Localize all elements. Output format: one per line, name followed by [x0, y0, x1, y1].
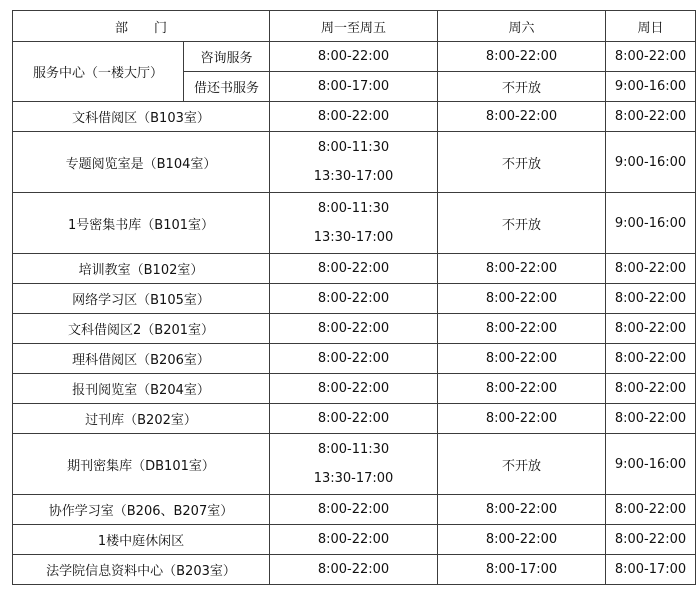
saturday-hours: 8:00-22:00	[438, 42, 606, 72]
table-body	[13, 42, 696, 585]
sunday-hours: 9:00-16:00	[606, 193, 696, 254]
weekday-hours: 8:00-22:00	[270, 314, 438, 344]
sunday-hours: 9:00-16:00	[606, 434, 696, 495]
sunday-hours: 8:00-22:00	[606, 102, 696, 132]
saturday-hours: 8:00-22:00	[438, 254, 606, 284]
table-row	[13, 42, 696, 72]
header-sunday: 周日	[606, 11, 696, 42]
department-name: 1楼中庭休闲区	[13, 525, 270, 555]
saturday-hours: 8:00-22:00	[438, 344, 606, 374]
weekday-hours	[270, 434, 438, 495]
saturday-hours: 8:00-22:00	[438, 404, 606, 434]
weekday-hours: 8:00-22:00	[270, 344, 438, 374]
saturday-hours: 不开放	[438, 193, 606, 254]
sunday-hours: 8:00-22:00	[606, 344, 696, 374]
department-name: 理科借阅区（B206室）	[13, 344, 270, 374]
weekday-hours-session: 8:00-11:30	[317, 442, 390, 457]
service-center-name: 服务中心（一楼大厅）	[13, 42, 184, 102]
table-row	[13, 525, 696, 555]
weekday-hours: 8:00-22:00	[270, 254, 438, 284]
saturday-hours: 8:00-22:00	[438, 314, 606, 344]
header-dept: 部 门	[13, 11, 270, 42]
table-row	[13, 193, 696, 254]
weekday-hours: 8:00-22:00	[270, 495, 438, 525]
sunday-hours: 8:00-22:00	[606, 254, 696, 284]
department-name: 协作学习室（B206、B207室）	[13, 495, 270, 525]
table-row	[13, 102, 696, 132]
sunday-hours: 8:00-22:00	[606, 525, 696, 555]
saturday-hours: 8:00-22:00	[438, 525, 606, 555]
weekday-hours: 8:00-22:00	[270, 555, 438, 585]
saturday-hours: 不开放	[438, 434, 606, 495]
opening-hours-table	[12, 10, 696, 585]
opening-hours-document	[12, 10, 695, 585]
table-row	[13, 132, 696, 193]
saturday-hours: 8:00-22:00	[438, 374, 606, 404]
weekday-hours	[270, 193, 438, 254]
department-name: 期刊密集库（DB101室）	[13, 434, 270, 495]
table-row	[13, 314, 696, 344]
weekday-hours: 8:00-22:00	[270, 374, 438, 404]
department-name: 文科借阅区（B103室）	[13, 102, 270, 132]
department-name: 网络学习区（B105室）	[13, 284, 270, 314]
weekday-hours: 8:00-22:00	[270, 525, 438, 555]
table-row	[13, 284, 696, 314]
saturday-hours: 不开放	[438, 72, 606, 102]
table-row	[13, 344, 696, 374]
weekday-hours: 8:00-22:00	[270, 102, 438, 132]
header-weekday: 周一至周五	[270, 11, 438, 42]
sunday-hours: 9:00-16:00	[606, 72, 696, 102]
service-sub-name: 咨询服务	[184, 42, 270, 72]
saturday-hours: 8:00-22:00	[438, 284, 606, 314]
department-name: 过刊库（B202室）	[13, 404, 270, 434]
department-name: 法学院信息资料中心（B203室）	[13, 555, 270, 585]
weekday-hours: 8:00-22:00	[270, 404, 438, 434]
sunday-hours: 8:00-22:00	[606, 404, 696, 434]
saturday-hours: 8:00-22:00	[438, 495, 606, 525]
sunday-hours: 8:00-22:00	[606, 314, 696, 344]
weekday-hours: 8:00-22:00	[270, 42, 438, 72]
department-name: 培训教室（B102室）	[13, 254, 270, 284]
weekday-hours: 8:00-17:00	[270, 72, 438, 102]
saturday-hours: 不开放	[438, 132, 606, 193]
table-row	[13, 555, 696, 585]
header-saturday: 周六	[438, 11, 606, 42]
saturday-hours: 8:00-17:00	[438, 555, 606, 585]
saturday-hours: 8:00-22:00	[438, 102, 606, 132]
table-row	[13, 434, 696, 495]
sunday-hours: 9:00-16:00	[606, 132, 696, 193]
table-row	[13, 254, 696, 284]
sunday-hours: 8:00-22:00	[606, 42, 696, 72]
weekday-hours-session: 13:30-17:00	[313, 230, 394, 245]
sunday-hours: 8:00-22:00	[606, 495, 696, 525]
department-name: 文科借阅区2（B201室）	[13, 314, 270, 344]
sunday-hours: 8:00-17:00	[606, 555, 696, 585]
weekday-hours: 8:00-22:00	[270, 284, 438, 314]
service-sub-name: 借还书服务	[184, 72, 270, 102]
table-row	[13, 374, 696, 404]
weekday-hours-session: 13:30-17:00	[313, 471, 394, 486]
weekday-hours-session: 8:00-11:30	[317, 201, 390, 216]
header-row	[13, 11, 696, 42]
department-name: 报刊阅览室（B204室）	[13, 374, 270, 404]
weekday-hours	[270, 132, 438, 193]
table-row	[13, 495, 696, 525]
sunday-hours: 8:00-22:00	[606, 284, 696, 314]
department-name: 专题阅览室是（B104室）	[13, 132, 270, 193]
weekday-hours-session: 13:30-17:00	[313, 169, 394, 184]
table-row	[13, 404, 696, 434]
weekday-hours-session: 8:00-11:30	[317, 140, 390, 155]
department-name: 1号密集书库（B101室）	[13, 193, 270, 254]
sunday-hours: 8:00-22:00	[606, 374, 696, 404]
